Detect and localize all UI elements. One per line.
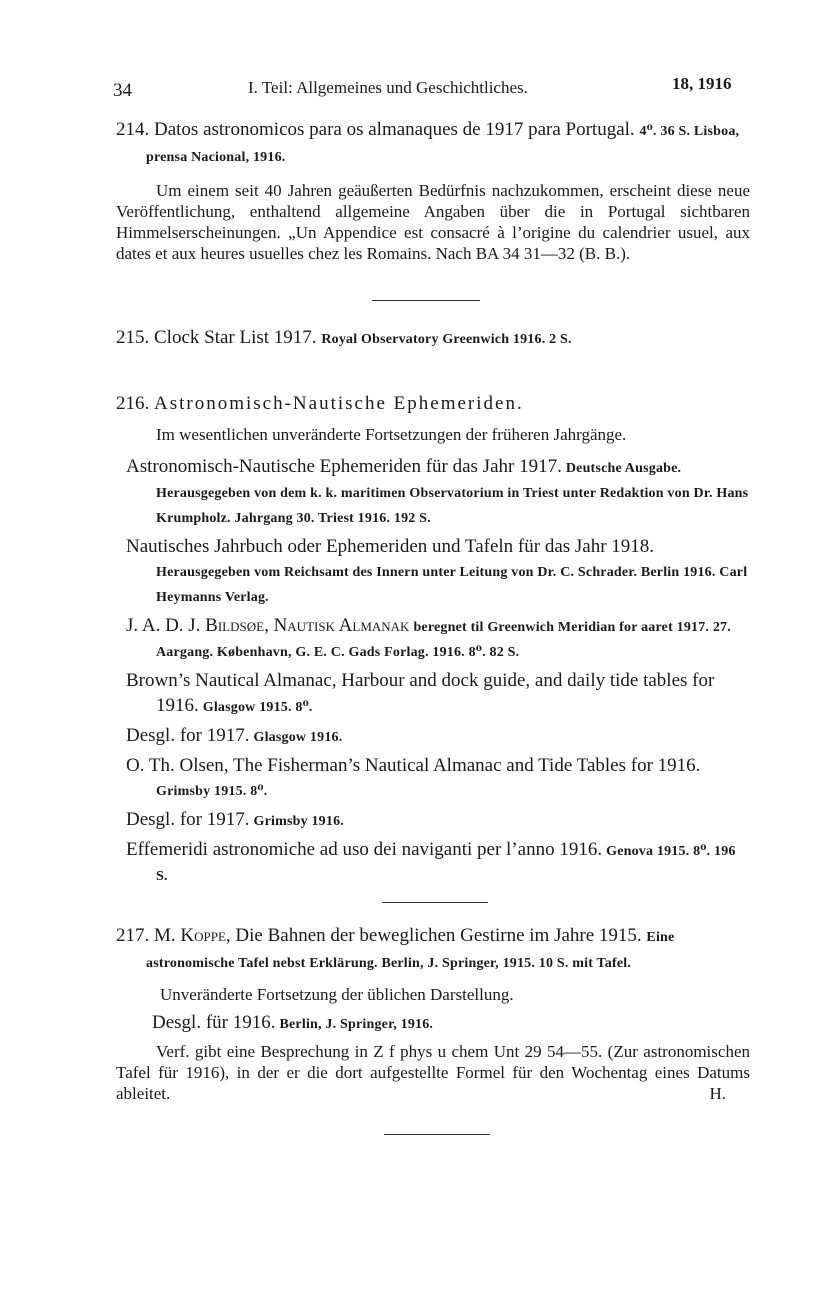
list-item: J. A. D. J. Bildsøe, Nautisk Almanak beregnet til Greenwich Meridian for aaret 1917. 27. Aargang. København, G. E. C. Gads Forlag. 1916. 8⁰. 82 S. — [126, 615, 731, 660]
list-item: Astronomisch-Nautische Ephemeriden für das Jahr 1917. Deutsche Ausgabe. Herausgegeben von dem k. k. maritimen Observatorium in Triest unter Redaktion von Dr. Hans Krumpholz. Jahrgang 30. Triest 1916. 192 S. — [126, 456, 749, 526]
entry-215 — [116, 326, 750, 352]
entry-signature: H. — [709, 1084, 726, 1103]
entry-publication: Royal Observatory Greenwich 1916. 2 S. — [321, 332, 572, 347]
list-item: O. Th. Olsen, The Fisherman’s Nautical Almanac and Tide Tables for 1916. Grimsby 1915. 8⁰. — [126, 755, 701, 799]
entry-desgl: Desgl. für 1916. Berlin, J. Springer, 1916. — [152, 1012, 434, 1033]
entry-intro: Im wesentlichen unveränderte Fortsetzungen der früheren Jahrgänge. — [156, 425, 627, 444]
entry-number: 215. — [116, 327, 150, 348]
page-number: 34 — [113, 80, 132, 101]
entry-publication: 4⁰. 36 S. Lisboa, prensa Nacional, 1916. — [146, 124, 740, 165]
entry-214 — [116, 118, 750, 264]
divider — [382, 902, 488, 903]
entry-title: Datos astronomicos para os almanaques de 1917 para Portugal. — [154, 119, 635, 140]
entry-author: M. Koppe, — [154, 925, 231, 946]
entry-217 — [116, 924, 750, 1104]
entry-publication: Eine astronomische Tafel nebst Erklärung. Berlin, J. Springer, 1915. 10 S. mit Tafel. — [146, 930, 675, 971]
entry-note: Unveränderte Fortsetzung der üblichen Darstellung. — [160, 985, 514, 1004]
volume-reference: 18, 1916 — [672, 74, 732, 93]
entry-216 — [116, 392, 750, 893]
running-title: I. Teil: Allgemeines und Geschichtliches. — [248, 78, 528, 97]
list-item: Desgl. for 1917. Glasgow 1916. — [126, 725, 343, 746]
divider — [372, 300, 480, 301]
entry-number: 216. — [116, 393, 150, 414]
entry-number: 214. — [116, 119, 150, 140]
entry-title: Astronomisch-Nautische Ephemeriden. — [154, 393, 524, 414]
list-item: Nautisches Jahrbuch oder Ephemeriden und Tafeln für das Jahr 1918. Herausgegeben vom Reichsamt des Innern unter Leitung von Dr. C. Schrader. Berlin 1916. Carl Heymanns Verlag. — [126, 536, 748, 605]
entry-number: 217. — [116, 925, 150, 946]
list-item: Desgl. for 1917. Grimsby 1916. — [126, 809, 344, 830]
entry-abstract: Verf. gibt eine Besprechung in Z f phys u chem Unt 29 54—55. (Zur astronomischen Tafel für 1916), in der er die dort aufgestellte Formel für den Wochentag eines Datums ableitet. — [116, 1042, 750, 1103]
divider — [384, 1134, 490, 1135]
entry-title: Clock Star List 1917. — [154, 327, 317, 348]
list-item: Brown’s Nautical Almanac, Harbour and dock guide, and daily tide tables for 1916. Glasgow 1915. 8⁰. — [126, 670, 715, 716]
ephemerides-list — [116, 455, 750, 889]
list-item: Effemeridi astronomiche ad uso dei naviganti per l’anno 1916. Genova 1915. 8⁰. 196 S. — [126, 839, 736, 884]
entry-abstract: Um einem seit 40 Jahren geäußerten Bedürfnis nachzukommen, erscheint diese neue Veröffentlichung, enthaltend allgemeine Angaben über die in Portugal sichtbaren Himmelserscheinungen. „Un Appendice est consacré à l’origine du calendrier usuel, aux dates et aux heures usuelles chez les Romains. Nach BA 34 31—32 (B. B.). — [116, 181, 750, 263]
entry-title: Die Bahnen der beweglichen Gestirne im Jahre 1915. — [235, 925, 642, 946]
